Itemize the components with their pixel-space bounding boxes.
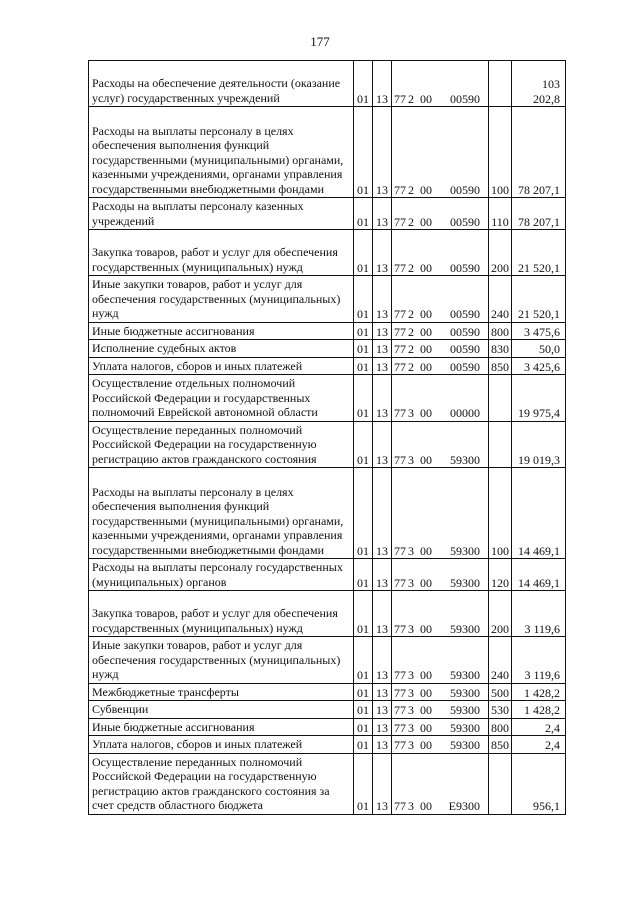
target-article-code-part: 00 xyxy=(420,324,432,339)
expense-name-cell: Уплата налогов, сборов и иных платежей xyxy=(89,736,354,754)
target-article-code-part: 2 xyxy=(408,342,414,356)
target-article-code-part: 00 xyxy=(420,342,432,356)
amount-cell: 78 207,1 xyxy=(512,107,566,198)
target-article-code-part: 00 xyxy=(420,738,432,752)
target-article-code-part: 2 xyxy=(408,214,414,229)
expense-type-cell: 800 xyxy=(489,718,512,736)
target-article-code-part: 00590 xyxy=(450,324,480,339)
target-article-code-part: 3 xyxy=(408,703,414,717)
section-code-cell: 01 xyxy=(354,683,373,701)
amount-cell: 19 019,3 xyxy=(512,421,566,468)
target-article-code-part: 77 xyxy=(394,685,406,700)
target-article-code xyxy=(394,342,480,357)
section-code-cell: 01 xyxy=(354,718,373,736)
target-article-code-cell xyxy=(392,107,489,198)
subsection-code-cell: 13 xyxy=(373,198,392,230)
target-article-code-part: 77 xyxy=(394,359,406,374)
subsection-code-cell: 13 xyxy=(373,718,392,736)
target-article-code xyxy=(394,668,480,683)
target-article-code-part: 77 xyxy=(394,738,406,752)
expense-name-cell: Иные бюджетные ассигнования xyxy=(89,322,354,340)
amount-cell: 3 119,6 xyxy=(512,637,566,684)
target-article-code-cell xyxy=(392,559,489,591)
subsection-code-cell: 13 xyxy=(373,421,392,468)
target-article-code-cell xyxy=(392,736,489,754)
expense-type-cell: 850 xyxy=(489,357,512,375)
table-row xyxy=(89,718,566,736)
target-article-code xyxy=(394,261,480,276)
expense-type-cell: 800 xyxy=(489,322,512,340)
target-article-code-part: 3 xyxy=(408,406,414,420)
expense-type-cell: 110 xyxy=(489,198,512,230)
expense-name-cell: Иные бюджетные ассигнования xyxy=(89,718,354,736)
target-article-code-part: 77 xyxy=(394,621,406,636)
section-code-cell: 01 xyxy=(354,591,373,637)
target-article-code-part: 00590 xyxy=(450,182,480,197)
amount-cell: 1 428,2 xyxy=(512,701,566,719)
target-article-code xyxy=(394,799,480,814)
target-article-code xyxy=(394,453,480,468)
target-article-code-part: 00 xyxy=(420,703,432,717)
page-number: 177 xyxy=(310,34,330,49)
expense-name-cell: Уплата налогов, сборов и иных платежей xyxy=(89,357,354,375)
target-article-code xyxy=(394,215,480,230)
table-row xyxy=(89,683,566,701)
section-code-cell: 01 xyxy=(354,736,373,754)
expense-name-cell: Расходы на выплаты персоналу казенных учреждений xyxy=(89,198,354,230)
subsection-code-cell: 13 xyxy=(373,276,392,323)
target-article-code xyxy=(394,360,480,375)
section-code-cell: 01 xyxy=(354,375,373,422)
section-code-cell: 01 xyxy=(354,468,373,559)
subsection-code-cell: 13 xyxy=(373,375,392,422)
target-article-code-part: 00590 xyxy=(450,359,480,374)
target-article-code-part: 77 xyxy=(394,342,406,356)
target-article-code-part: 3 xyxy=(408,720,414,735)
target-article-code-part: 00 xyxy=(420,799,432,813)
expense-name-cell: Межбюджетные трансферты xyxy=(89,683,354,701)
target-article-code xyxy=(394,325,480,340)
amount-cell: 3 119,6 xyxy=(512,591,566,637)
target-article-code-cell xyxy=(392,683,489,701)
amount-cell: 14 469,1 xyxy=(512,559,566,591)
target-article-code-part: 2 xyxy=(408,91,414,106)
amount-cell: 21 520,1 xyxy=(512,276,566,323)
target-article-code-part: 59300 xyxy=(450,452,480,467)
amount-cell: 103 202,8 xyxy=(512,61,566,107)
target-article-code xyxy=(394,622,480,637)
expense-name-cell: Иные закупки товаров, работ и услуг для обеспечения государственных (муниципальных) нужд xyxy=(89,637,354,684)
target-article-code-part: 77 xyxy=(394,799,406,813)
subsection-code-cell: 13 xyxy=(373,322,392,340)
expense-type-cell xyxy=(489,375,512,422)
target-article-code-cell xyxy=(392,198,489,230)
target-article-code-part: 77 xyxy=(394,307,406,321)
target-article-code xyxy=(394,721,480,736)
section-code-cell: 01 xyxy=(354,230,373,276)
expense-name-cell: Закупка товаров, работ и услуг для обеспечения государственных (муниципальных) нужд xyxy=(89,230,354,276)
target-article-code-part: 00 xyxy=(420,452,432,467)
subsection-code-cell: 13 xyxy=(373,753,392,814)
target-article-code-part: 77 xyxy=(394,182,406,197)
target-article-code-part: 00590 xyxy=(450,342,480,356)
expense-type-cell: 530 xyxy=(489,701,512,719)
target-article-code-part: 00 xyxy=(420,406,432,420)
target-article-code-cell xyxy=(392,230,489,276)
target-article-code-cell xyxy=(392,701,489,719)
target-article-code-part: 77 xyxy=(394,91,406,106)
expense-name-cell: Расходы на выплаты персоналу в целях обеспечения выполнения функций государственными (муниципальными) органами, казенными учреждениями, органами управления государственными внебюджетными фондами xyxy=(89,468,354,559)
target-article-code-part: 00 xyxy=(420,720,432,735)
target-article-code-part: 77 xyxy=(394,543,406,558)
target-article-code xyxy=(394,92,480,107)
target-article-code-part: 2 xyxy=(408,324,414,339)
section-code-cell: 01 xyxy=(354,753,373,814)
target-article-code-part: 77 xyxy=(394,703,406,717)
amount-cell: 19 975,4 xyxy=(512,375,566,422)
target-article-code-part: 59300 xyxy=(450,621,480,636)
amount-cell: 21 520,1 xyxy=(512,230,566,276)
target-article-code-part: 59300 xyxy=(450,668,480,682)
expense-name-cell: Закупка товаров, работ и услуг для обеспечения государственных (муниципальных) нужд xyxy=(89,591,354,637)
section-code-cell: 01 xyxy=(354,421,373,468)
target-article-code-part: 59300 xyxy=(450,543,480,558)
target-article-code-part: 00 xyxy=(420,668,432,682)
target-article-code-part: 77 xyxy=(394,668,406,682)
subsection-code-cell: 13 xyxy=(373,61,392,107)
section-code-cell: 01 xyxy=(354,559,373,591)
table-row xyxy=(89,230,566,276)
target-article-code-part: 00 xyxy=(420,543,432,558)
subsection-code-cell: 13 xyxy=(373,637,392,684)
target-article-code-part: 00 xyxy=(420,260,432,275)
target-article-code-part: E9300 xyxy=(448,799,480,813)
amount-cell: 3 425,6 xyxy=(512,357,566,375)
target-article-code-part: 2 xyxy=(408,182,414,197)
table-row xyxy=(89,701,566,719)
target-article-code-cell xyxy=(392,61,489,107)
table-row xyxy=(89,753,566,814)
table-row xyxy=(89,340,566,358)
target-article-code-part: 3 xyxy=(408,575,414,590)
target-article-code-cell xyxy=(392,421,489,468)
section-code-cell: 01 xyxy=(354,61,373,107)
target-article-code-part: 00590 xyxy=(450,307,480,321)
target-article-code-part: 3 xyxy=(408,668,414,682)
table-row xyxy=(89,591,566,637)
expense-name-cell: Осуществление отдельных полномочий Российской Федерации и государственных полномочий Еврейской автономной области xyxy=(89,375,354,422)
target-article-code-part: 59300 xyxy=(450,685,480,700)
target-article-code-cell xyxy=(392,340,489,358)
table-row xyxy=(89,637,566,684)
subsection-code-cell: 13 xyxy=(373,736,392,754)
subsection-code-cell: 13 xyxy=(373,591,392,637)
target-article-code xyxy=(394,183,480,198)
target-article-code-part: 77 xyxy=(394,575,406,590)
section-code-cell: 01 xyxy=(354,322,373,340)
table-row xyxy=(89,559,566,591)
expense-type-cell: 120 xyxy=(489,559,512,591)
expense-type-cell: 100 xyxy=(489,468,512,559)
target-article-code-part: 00 xyxy=(420,685,432,700)
target-article-code-part: 00 xyxy=(420,182,432,197)
amount-cell: 2,4 xyxy=(512,736,566,754)
expense-name-cell: Осуществление переданных полномочий Российской Федерации на государственную регистрацию актов гражданского состояния xyxy=(89,421,354,468)
target-article-code-part: 59300 xyxy=(450,738,480,752)
target-article-code xyxy=(394,406,480,421)
target-article-code xyxy=(394,544,480,559)
table-row xyxy=(89,276,566,323)
subsection-code-cell: 13 xyxy=(373,701,392,719)
target-article-code-part: 00590 xyxy=(450,91,480,106)
table-row xyxy=(89,468,566,559)
expense-type-cell xyxy=(489,753,512,814)
target-article-code-part: 3 xyxy=(408,799,414,813)
section-code-cell: 01 xyxy=(354,637,373,684)
amount-cell: 78 207,1 xyxy=(512,198,566,230)
target-article-code-part: 3 xyxy=(408,452,414,467)
expense-name-cell: Иные закупки товаров, работ и услуг для обеспечения государственных (муниципальных) нужд xyxy=(89,276,354,323)
target-article-code xyxy=(394,738,480,753)
target-article-code-part: 00000 xyxy=(450,406,480,420)
subsection-code-cell: 13 xyxy=(373,357,392,375)
table-row xyxy=(89,736,566,754)
target-article-code-part: 00 xyxy=(420,91,432,106)
section-code-cell: 01 xyxy=(354,357,373,375)
target-article-code-part: 3 xyxy=(408,543,414,558)
target-article-code-part: 59300 xyxy=(450,703,480,717)
section-code-cell: 01 xyxy=(354,276,373,323)
expense-name-cell: Осуществление переданных полномочий Российской Федерации на государственную регистрацию актов гражданского состояния за счет средств областного бюджета xyxy=(89,753,354,814)
section-code-cell: 01 xyxy=(354,340,373,358)
amount-cell: 1 428,2 xyxy=(512,683,566,701)
target-article-code-part: 77 xyxy=(394,214,406,229)
budget-table xyxy=(88,60,566,815)
target-article-code-cell xyxy=(392,276,489,323)
target-article-code-part: 3 xyxy=(408,685,414,700)
subsection-code-cell: 13 xyxy=(373,107,392,198)
amount-cell: 3 475,6 xyxy=(512,322,566,340)
expense-name-cell: Исполнение судебных актов xyxy=(89,340,354,358)
expense-type-cell: 240 xyxy=(489,276,512,323)
target-article-code-part: 3 xyxy=(408,621,414,636)
target-article-code-part: 77 xyxy=(394,406,406,420)
target-article-code-cell xyxy=(392,753,489,814)
target-article-code-part: 00 xyxy=(420,575,432,590)
target-article-code-part: 77 xyxy=(394,452,406,467)
table-row xyxy=(89,375,566,422)
expense-name-cell: Расходы на выплаты персоналу в целях обеспечения выполнения функций государственными (муниципальными) органами, казенными учреждениями, органами управления государственными внебюджетными фондами xyxy=(89,107,354,198)
table-row xyxy=(89,198,566,230)
target-article-code-part: 00590 xyxy=(450,214,480,229)
budget-table-body xyxy=(89,61,566,815)
target-article-code-cell xyxy=(392,357,489,375)
expense-type-cell: 200 xyxy=(489,591,512,637)
target-article-code xyxy=(394,686,480,701)
expense-type-cell: 240 xyxy=(489,637,512,684)
subsection-code-cell: 13 xyxy=(373,340,392,358)
target-article-code xyxy=(394,703,480,718)
target-article-code-cell xyxy=(392,375,489,422)
target-article-code-part: 59300 xyxy=(450,575,480,590)
section-code-cell: 01 xyxy=(354,198,373,230)
subsection-code-cell: 13 xyxy=(373,230,392,276)
target-article-code-part: 77 xyxy=(394,324,406,339)
target-article-code xyxy=(394,307,480,322)
expense-type-cell xyxy=(489,421,512,468)
expense-name-cell: Расходы на обеспечение деятельности (оказание услуг) государственных учреждений xyxy=(89,61,354,107)
target-article-code-cell xyxy=(392,591,489,637)
subsection-code-cell: 13 xyxy=(373,468,392,559)
section-code-cell: 01 xyxy=(354,701,373,719)
expense-type-cell: 200 xyxy=(489,230,512,276)
target-article-code-part: 00 xyxy=(420,307,432,321)
target-article-code-cell xyxy=(392,322,489,340)
amount-cell: 2,4 xyxy=(512,718,566,736)
target-article-code-cell xyxy=(392,637,489,684)
amount-cell: 50,0 xyxy=(512,340,566,358)
target-article-code-part: 59300 xyxy=(450,720,480,735)
expense-type-cell xyxy=(489,61,512,107)
section-code-cell: 01 xyxy=(354,107,373,198)
table-row xyxy=(89,61,566,107)
expense-type-cell: 850 xyxy=(489,736,512,754)
target-article-code-part: 77 xyxy=(394,260,406,275)
subsection-code-cell: 13 xyxy=(373,683,392,701)
target-article-code-part: 77 xyxy=(394,720,406,735)
table-row xyxy=(89,421,566,468)
amount-cell: 956,1 xyxy=(512,753,566,814)
subsection-code-cell: 13 xyxy=(373,559,392,591)
expense-type-cell: 830 xyxy=(489,340,512,358)
target-article-code-part: 00 xyxy=(420,621,432,636)
table-row xyxy=(89,322,566,340)
expense-name-cell: Расходы на выплаты персоналу государственных (муниципальных) органов xyxy=(89,559,354,591)
target-article-code-part: 00 xyxy=(420,359,432,374)
target-article-code-part: 3 xyxy=(408,738,414,752)
target-article-code-cell xyxy=(392,468,489,559)
target-article-code-cell xyxy=(392,718,489,736)
table-row xyxy=(89,107,566,198)
target-article-code xyxy=(394,576,480,591)
amount-cell: 14 469,1 xyxy=(512,468,566,559)
target-article-code-part: 00590 xyxy=(450,260,480,275)
expense-name-cell: Субвенции xyxy=(89,701,354,719)
table-row xyxy=(89,357,566,375)
target-article-code-part: 2 xyxy=(408,307,414,321)
target-article-code-part: 2 xyxy=(408,260,414,275)
expense-type-cell: 100 xyxy=(489,107,512,198)
target-article-code-part: 2 xyxy=(408,359,414,374)
expense-type-cell: 500 xyxy=(489,683,512,701)
target-article-code-part: 00 xyxy=(420,214,432,229)
